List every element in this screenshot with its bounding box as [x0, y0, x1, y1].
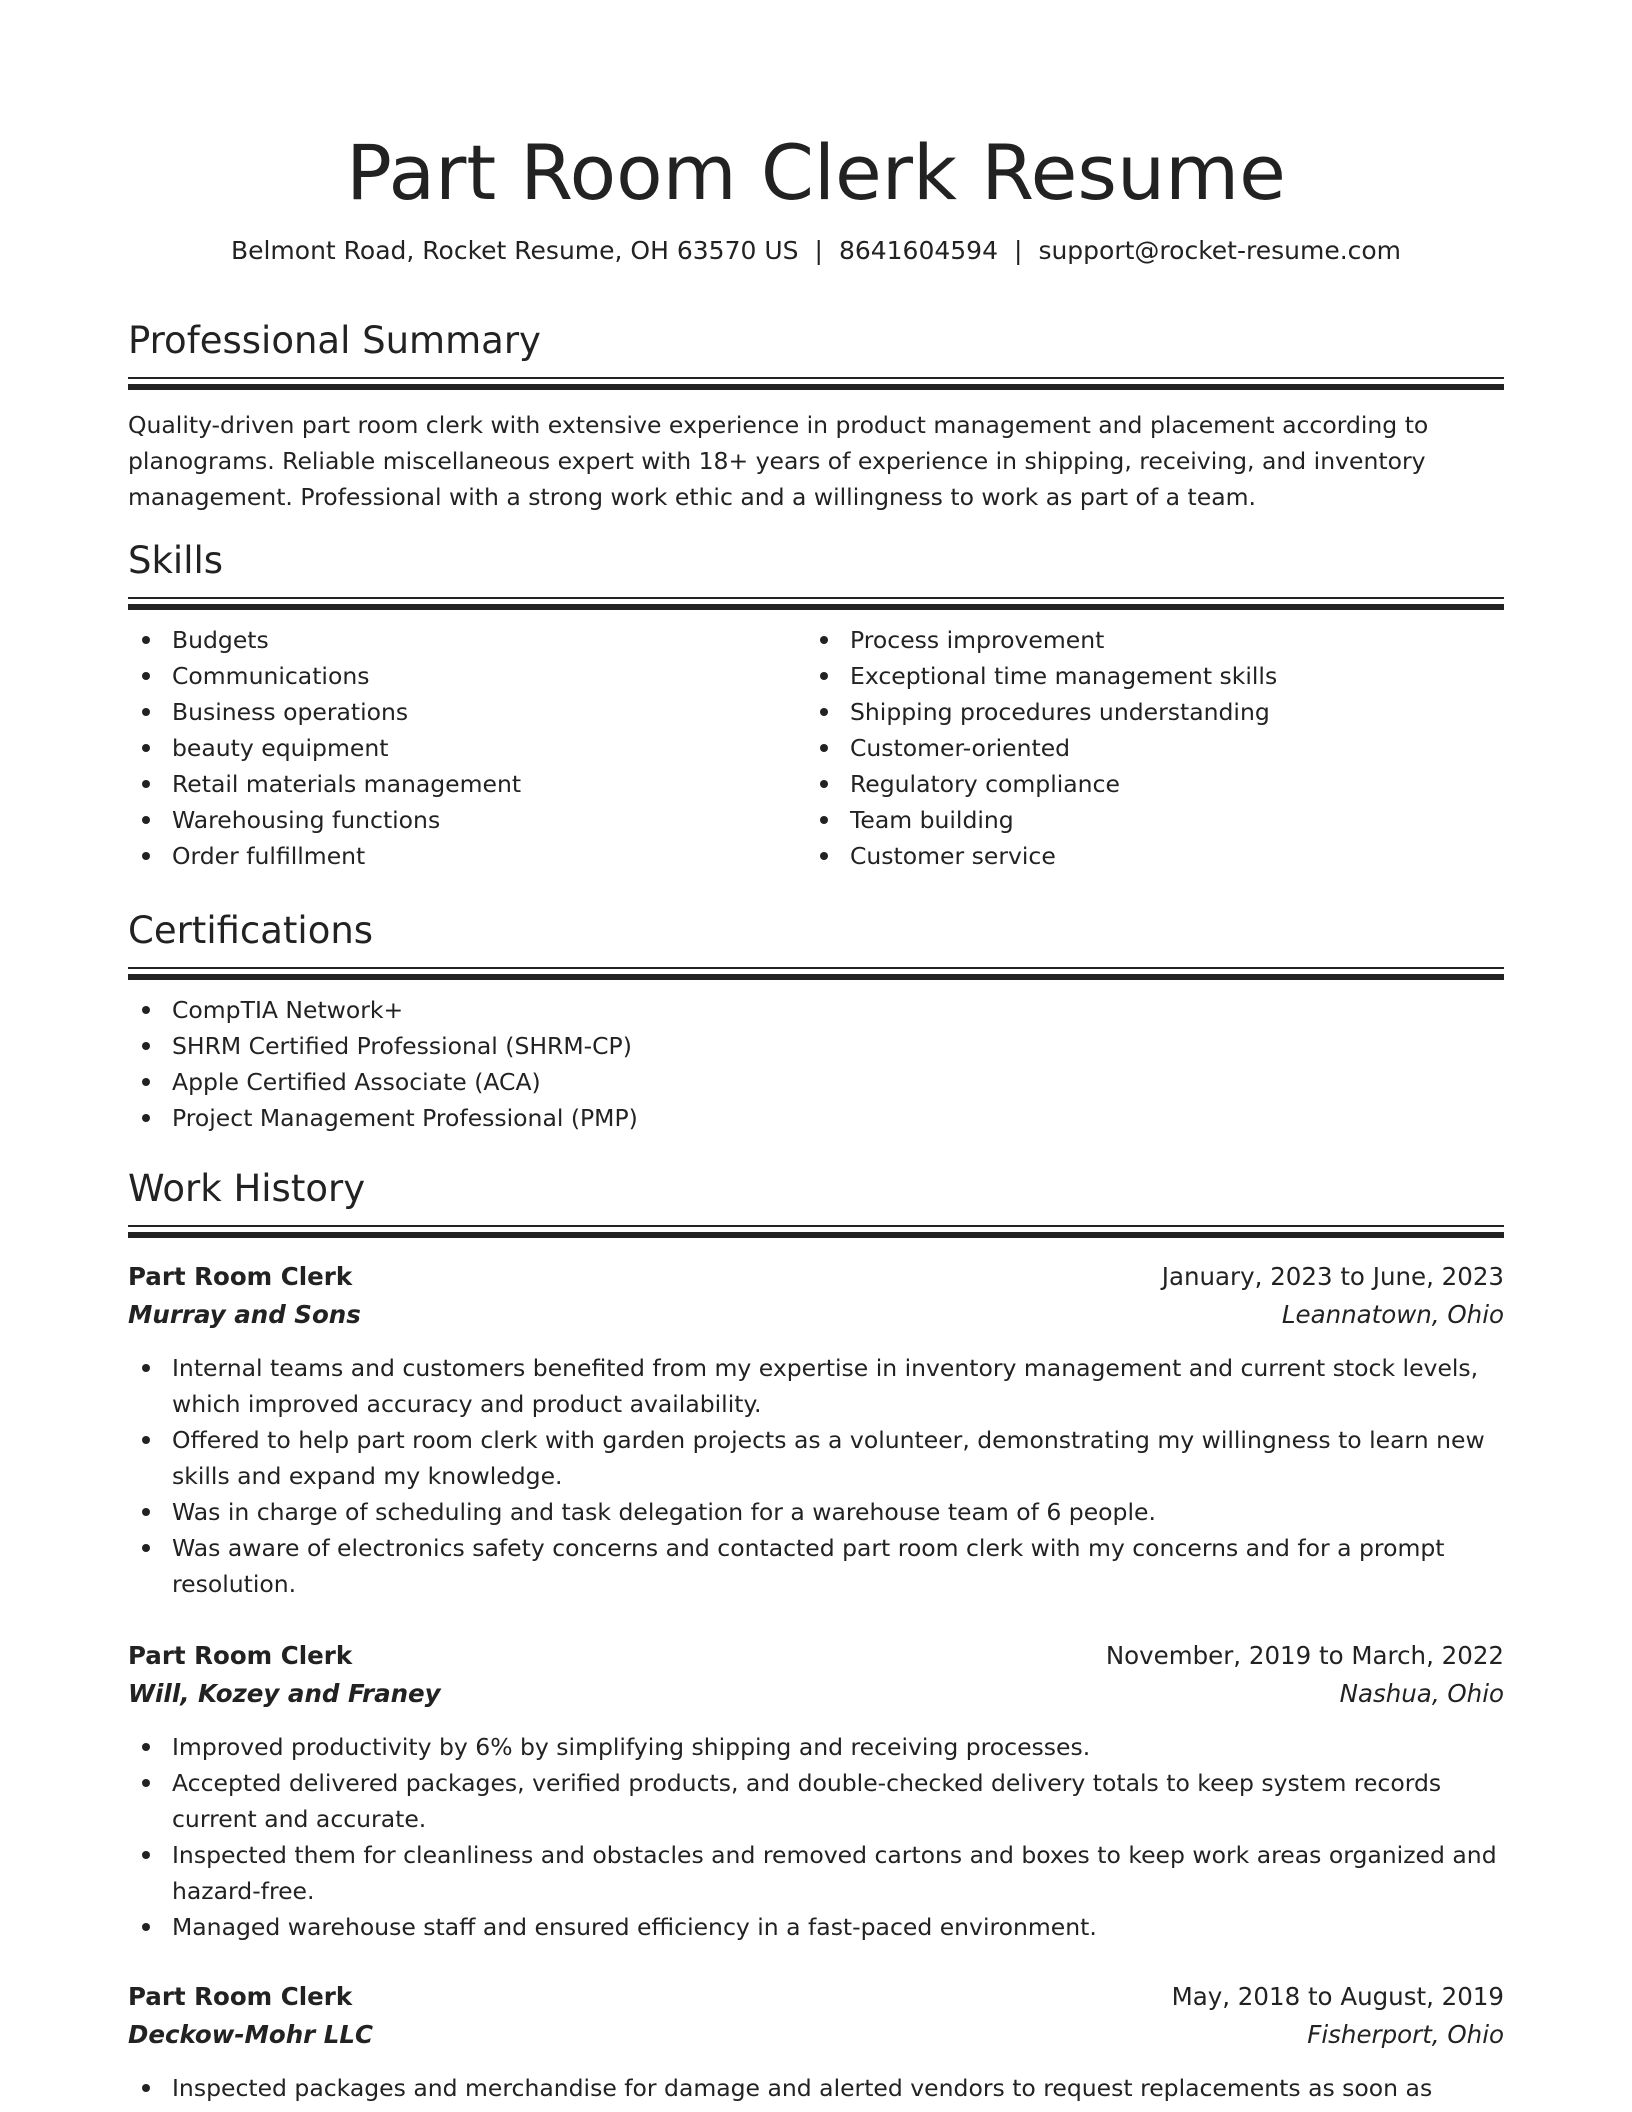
job-bullet: Improved productivity by 6% by simplifying shipping and receiving processes.: [128, 1729, 1504, 1765]
certifications-list: [128, 992, 1504, 1136]
skill-item: Process improvement: [806, 622, 1484, 658]
contact-separator: |: [814, 236, 823, 265]
summary-text: Quality-driven part room clerk with extensive experience in product management and placement according to planograms. Reliable miscellaneous expert with 18+ years of experience in shipping, receiving, and inventory management. Professional with a strong work ethic and a willingness to work as part of a team.: [128, 411, 1429, 511]
skill-item: Business operations: [128, 694, 806, 730]
certification-item: SHRM Certified Professional (SHRM-CP): [128, 1028, 1504, 1064]
work-history-heading: Work History: [128, 1167, 366, 1210]
job-bullet: Was in charge of scheduling and task delegation for a warehouse team of 6 people.: [128, 1494, 1504, 1530]
job-subheader: [128, 1675, 1504, 1713]
work-history-section: [128, 1165, 1504, 1239]
job-dates: January, 2023 to June, 2023: [1161, 1262, 1504, 1291]
skill-item: Communications: [128, 658, 806, 694]
certification-item: Apple Certified Associate (ACA): [128, 1064, 1504, 1100]
job-company: Murray and Sons: [128, 1300, 361, 1329]
contact-phone: 8641604594: [838, 236, 998, 265]
skill-item: Team building: [806, 802, 1484, 838]
job-entry: [128, 1637, 1504, 1945]
job-header: [128, 1258, 1504, 1296]
job-bullet: Was aware of electronics safety concerns and contacted part room clerk with my concerns and for a prompt resolution.: [128, 1530, 1504, 1602]
job-header: [128, 1637, 1504, 1675]
job-entry: [128, 1978, 1504, 2106]
contact-address: Belmont Road, Rocket Resume, OH 63570 US: [230, 236, 799, 265]
skills-heading: Skills: [128, 539, 224, 582]
skill-item: Shipping procedures understanding: [806, 694, 1484, 730]
job-bullet: Managed warehouse staff and ensured efficiency in a fast-paced environment.: [128, 1909, 1504, 1945]
job-subheader: [128, 2016, 1504, 2054]
skill-item: Regulatory compliance: [806, 766, 1484, 802]
certification-item: CompTIA Network+: [128, 992, 1504, 1028]
job-bullet: Accepted delivered packages, verified products, and double-checked delivery totals to keep system records current and accurate.: [128, 1765, 1504, 1837]
job-bullets: [128, 1350, 1504, 1602]
job-title: Part Room Clerk: [128, 1262, 353, 1291]
section-divider: [128, 597, 1504, 611]
job-bullet: Internal teams and customers benefited from my expertise in inventory management and current stock levels, which improved accuracy and product availability.: [128, 1350, 1504, 1422]
job-location: Nashua, Ohio: [1339, 1679, 1504, 1708]
job-location: Fisherport, Ohio: [1307, 2020, 1504, 2049]
job-title: Part Room Clerk: [128, 1982, 353, 2011]
job-bullet: Inspected packages and merchandise for damage and alerted vendors to request replacements as soon as: [128, 2070, 1504, 2106]
job-title: Part Room Clerk: [128, 1641, 353, 1670]
job-subheader: [128, 1296, 1504, 1334]
skill-item: Warehousing functions: [128, 802, 806, 838]
job-entry: [128, 1258, 1504, 1602]
job-bullet: Offered to help part room clerk with garden projects as a volunteer, demonstrating my willingness to learn new skills and expand my knowledge.: [128, 1422, 1504, 1494]
job-header: [128, 1978, 1504, 2016]
certifications-section: [128, 907, 1504, 1136]
job-company: Will, Kozey and Franey: [128, 1679, 441, 1708]
job-bullet: Inspected them for cleanliness and obstacles and removed cartons and boxes to keep work areas organized and hazard-free.: [128, 1837, 1504, 1909]
skills-list-right: [806, 622, 1484, 874]
skills-section: [128, 537, 1504, 874]
contact-line: [128, 233, 1504, 269]
skill-item: Budgets: [128, 622, 806, 658]
skill-item: Retail materials management: [128, 766, 806, 802]
job-company: Deckow-Mohr LLC: [128, 2020, 373, 2049]
section-divider: [128, 1225, 1504, 1239]
summary-heading: Professional Summary: [128, 319, 541, 362]
summary-section: [128, 317, 1504, 515]
certification-item: Project Management Professional (PMP): [128, 1100, 1504, 1136]
section-divider: [128, 377, 1504, 391]
skills-list-left: [128, 622, 806, 874]
skill-item: Exceptional time management skills: [806, 658, 1484, 694]
skill-item: Customer-oriented: [806, 730, 1484, 766]
certifications-heading: Certifications: [128, 909, 374, 952]
job-location: Leannatown, Ohio: [1281, 1300, 1504, 1329]
skill-item: beauty equipment: [128, 730, 806, 766]
skill-item: Order fulfillment: [128, 838, 806, 874]
skills-columns: [128, 622, 1504, 874]
contact-email: support@rocket-resume.com: [1038, 236, 1402, 265]
resume-page: [128, 0, 1504, 2102]
job-dates: May, 2018 to August, 2019: [1171, 1982, 1504, 2011]
job-bullets: [128, 2070, 1504, 2106]
resume-title: Part Room Clerk Resume: [346, 128, 1286, 217]
job-dates: November, 2019 to March, 2022: [1105, 1641, 1504, 1670]
contact-separator: |: [1014, 236, 1023, 265]
skill-item: Customer service: [806, 838, 1484, 874]
section-divider: [128, 967, 1504, 981]
job-bullets: [128, 1729, 1504, 1945]
